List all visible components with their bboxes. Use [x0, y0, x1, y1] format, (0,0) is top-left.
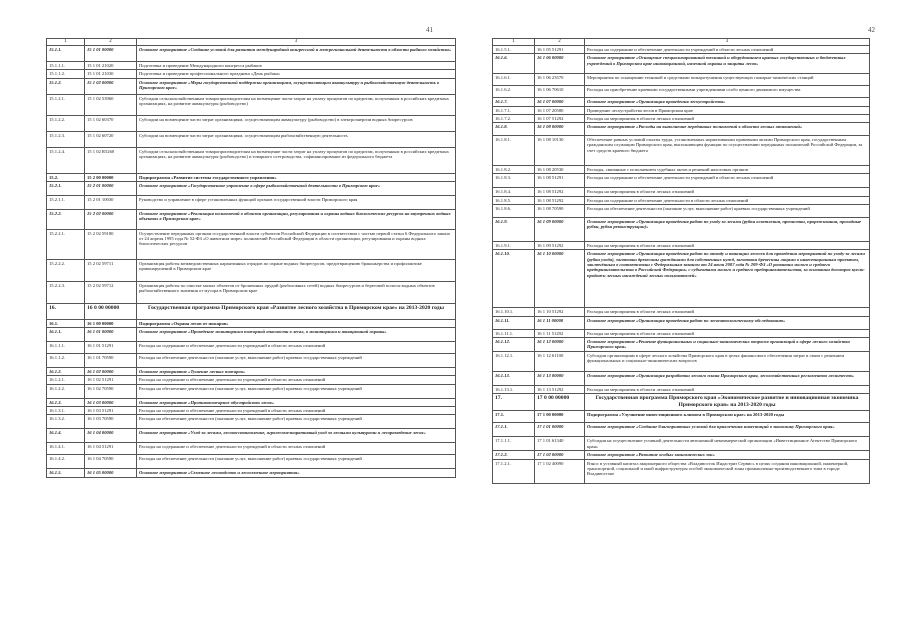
row-description: Основное мероприятие «Государственное управление в сфере рыбохозяйственной деятельности в Приморском крае» — [137, 181, 456, 195]
row-code: 15.1.2.2. — [47, 115, 85, 131]
row-budget-code: 15 1 02 60720 — [85, 131, 137, 147]
row-description: Основное мероприятие «Создание условий для развития международной конгрессной и межрегиональной деятельности в области рыбного хозяйства» — [137, 46, 456, 62]
row-code: 17.1.1.1. — [493, 437, 535, 451]
table-row — [47, 46, 456, 62]
row-budget-code: 15 2 02 59712 — [85, 281, 137, 303]
row-description: Подпрограмма «Охрана лесов от пожаров» — [137, 319, 456, 327]
row-description: Расходы на содержание и обеспечение деятельности учреждений в области лесных отношений — [137, 376, 456, 384]
row-budget-code: 15 1 02 53960 — [85, 94, 137, 115]
table-row — [493, 385, 870, 393]
row-code: 15.1.2.3. — [47, 131, 85, 147]
table-row — [493, 451, 870, 459]
row-description: Расходы на обеспечение деятельности (оказание услуг, выполнение работ) краевых государственных учреждений — [137, 415, 456, 429]
row-code: 16.1.8.4. — [493, 188, 535, 196]
row-description: Расходы на содержание и обеспечение деятельности учреждений в области лесных отношений — [137, 342, 456, 354]
row-code: 16.1.3.2. — [47, 415, 85, 429]
table-row — [47, 398, 456, 406]
row-budget-code: 16 1 01 70590 — [85, 354, 137, 368]
row-budget-code: 16 1 01 51291 — [85, 342, 137, 354]
column-header: 1 — [47, 39, 85, 46]
table-row — [47, 181, 456, 195]
row-budget-code: 16 1 06 23570 — [535, 74, 585, 86]
row-description: Расходы на содержание и обеспечение деятельности учреждений в области лесных отношений — [585, 46, 870, 54]
row-code: 15.2.2.1. — [47, 229, 85, 259]
row-budget-code: 16 1 08 51292 — [535, 196, 585, 204]
table-row — [47, 147, 456, 173]
row-description: Расходы на содержание и обеспечение деятельности учреждений в области лесных отношений — [585, 174, 870, 188]
row-budget-code: 17 0 00 00000 — [535, 394, 585, 411]
row-description: Субсидии сельскохозяйственным товаропроизводителям на возмещение части затрат на уплату процентов по кредитам, полученным в российских кредитных организациях, на развитие аквакультуры (рыбоводство) — [137, 94, 456, 115]
row-budget-code: 15 1 01 21030 — [85, 70, 137, 78]
row-budget-code: 16 1 02 00000 — [85, 368, 137, 376]
row-budget-code: 16 1 08 70590 — [535, 205, 585, 218]
row-budget-code: 16 1 07 51292 — [535, 114, 585, 122]
table-row — [47, 384, 456, 398]
table-row — [47, 131, 456, 147]
row-description: Расходы на обеспечение деятельности (оказание услуг, выполнение работ) краевых государственных учреждений — [585, 205, 870, 218]
row-description: Руководство и управление в сфере установленных функций органов государственной власти Приморского края — [137, 195, 456, 209]
row-code: 16.1.10. — [493, 250, 535, 308]
row-description: Подпрограмма «Улучшение инвестиционного климата в Приморском крае» на 2013-2020 годы — [585, 411, 870, 423]
row-code: 16.1.12.1. — [493, 351, 535, 371]
table-row — [47, 62, 456, 70]
row-budget-code: 16 1 08 20530 — [535, 166, 585, 174]
column-header: 3 — [137, 39, 456, 46]
table-row — [493, 316, 870, 329]
left-budget-table — [46, 38, 456, 478]
row-description: Субсидии организациям в сфере лесного хозяйства Приморского края в целях финансового обеспечения затрат в связи с решением функциональных и социально-экономических вопросов — [585, 351, 870, 371]
row-description: Государственная программа Приморского края «Развитие лесного хозяйства в Приморском крае» на 2013-2020 годы — [137, 303, 456, 319]
row-description: Основное мероприятие «Проведение мониторинга пожарной опасности в лесах, в мониторинга и авиационной охраны» — [137, 328, 456, 342]
row-code: 15.1.2.1. — [47, 94, 85, 115]
row-code: 16.1.4.1. — [47, 443, 85, 455]
table-row — [47, 281, 456, 303]
row-code: 16.1.12. — [493, 337, 535, 351]
table-row — [47, 303, 456, 319]
row-code: 16.1. — [47, 319, 85, 327]
row-description: Подпрограмма «Развитие системы государственного управления» — [137, 173, 456, 181]
row-description: Субсидии на возмещение части затрат организациям, осуществляющим рыбохозяйственную деятельность — [137, 131, 456, 147]
row-description: Основное мероприятие «Организация разработки лесного плана Приморского края, лесохозяйственных регламентов лесничеств» — [585, 371, 870, 385]
row-budget-code: 16 1 13 51292 — [535, 385, 585, 393]
row-code: 16.1.7.1. — [493, 106, 535, 114]
row-description: Государственная программа Приморского края «Экономическое развитие и инновационная экономика Приморского края» на 2013-2020 годы — [585, 394, 870, 411]
row-budget-code: 16 1 10 51292 — [535, 308, 585, 316]
row-description: Расходы на мероприятия в области лесных отношений — [585, 114, 870, 122]
row-description: Основное мероприятие «Организация проведения работ по отводу и таксации лесосек для проведения мероприятий по уходу за лесами (рубки ухода), заготовки древесины гражданами для собственных нужд, заготовки древесины лицами в инвестиционным проектам, заключённым в соответствии с Федеральным законом от 24 июля 2007 года № 209-ФЗ «О развитии малого и среднего предпринимательства в Российской Федерации» с субъектами малого и среднего предпринимательства, за основании договоров купли-продажи лесных насаждений лесных пользователей» — [585, 250, 870, 308]
table-row — [47, 78, 456, 94]
row-code: 15.2.1.1. — [47, 195, 85, 209]
left-page — [46, 38, 456, 478]
row-description: Основное мероприятие «Расходы на выполнение переданных полномочий в области лесных отношений» — [585, 123, 870, 136]
row-description: Взнос в уставный капитал акционерного общества «Владивосток Индастриз Сервис» в целях создания инновационной, инженерной, транспортной, социальной и иной инфраструктуры особой экономической зоны промышленно-производственного типа в городе Владивостоке — [585, 459, 870, 483]
row-code: 15.2.2.2. — [47, 259, 85, 281]
row-code: 16.1.1.2. — [47, 354, 85, 368]
row-code: 16.1.10.1. — [493, 308, 535, 316]
table-row — [47, 376, 456, 384]
table-row — [47, 469, 456, 477]
row-description: Мероприятия по оснащению техникой и средствами пожаротушения существующих пожарно-химических станций — [585, 74, 870, 86]
row-budget-code: 15 2 02 00000 — [85, 209, 137, 229]
table-row — [47, 443, 456, 455]
row-budget-code: 15 2 01 10030 — [85, 195, 137, 209]
table-row — [493, 459, 870, 483]
row-description: Расходы на содержание и обеспечение деятельности учреждений в области лесных отношений — [137, 407, 456, 415]
row-budget-code: 15 1 01 00000 — [85, 46, 137, 62]
row-budget-code: 16 1 04 00000 — [85, 429, 137, 443]
row-description: Расходы на мероприятия в области лесных отношений — [585, 329, 870, 337]
table-row — [493, 46, 870, 54]
row-code: 16.1.7. — [493, 98, 535, 106]
row-budget-code: 16 1 07 00000 — [535, 98, 585, 106]
row-budget-code: 17 1 00 00000 — [535, 411, 585, 423]
row-code: 16.1.8.3. — [493, 174, 535, 188]
row-code: 17.1.2. — [493, 451, 535, 459]
row-code: 15.1.1.2. — [47, 70, 85, 78]
row-code: 16.1.11. — [493, 316, 535, 329]
table-row — [493, 351, 870, 371]
row-description: Расходы на содержание и обеспечение деятельности учреждений в области лесных отношений — [137, 443, 456, 455]
table-row — [493, 54, 870, 74]
row-code: 16.1.3. — [47, 398, 85, 406]
row-budget-code: 15 1 02 R5260 — [85, 147, 137, 173]
table-row — [47, 229, 456, 259]
row-budget-code: 16 1 03 70590 — [85, 415, 137, 429]
row-budget-code: 16 1 02 51291 — [85, 376, 137, 384]
row-code: 16.1.13.1. — [493, 385, 535, 393]
row-code: 16.1.2. — [47, 368, 85, 376]
table-row — [47, 354, 456, 368]
row-budget-code: 16 1 02 70590 — [85, 384, 137, 398]
row-budget-code: 16 1 11 51292 — [535, 329, 585, 337]
row-description: Основное мероприятие «Оснащение специализированной техникой и оборудованием краевых государственных и бюджетных учреждений в Приморском крае инновационной, наземной охраны и защиты лесов» — [585, 54, 870, 74]
row-code: 16.1.7.2. — [493, 114, 535, 122]
row-description: Расходы на приобретение краевыми государственными учреждениями особо ценного движимого имущества — [585, 86, 870, 98]
row-budget-code: 15 2 00 00000 — [85, 173, 137, 181]
column-header: 2 — [85, 39, 137, 46]
row-budget-code: 16 1 08 51291 — [535, 174, 585, 188]
row-budget-code: 15 2 02 59180 — [85, 229, 137, 259]
row-description: Расходы на обеспечение деятельности (оказание услуг, выполнение работ) краевых государственных учреждений — [137, 354, 456, 368]
table-row — [493, 337, 870, 351]
row-budget-code: 16 1 12 61100 — [535, 351, 585, 371]
column-header: 1 — [493, 39, 535, 46]
row-code: 15.2. — [47, 173, 85, 181]
row-code: 15.1.2.4. — [47, 147, 85, 173]
table-row — [47, 429, 456, 443]
row-description: Субсидии на возмещение части затрат организациям, осуществляющим аквакультуру (рыбоводство) в электроэнергии водных биоресурсов — [137, 115, 456, 131]
column-header: 3 — [585, 39, 870, 46]
table-row — [493, 218, 870, 242]
table-row — [47, 195, 456, 209]
row-budget-code: 16 1 08 10130 — [535, 136, 585, 166]
row-code: 17.1.1. — [493, 423, 535, 437]
table-row — [493, 205, 870, 218]
column-header: 2 — [535, 39, 585, 46]
row-code: 16.1.5.1. — [493, 46, 535, 54]
row-description: Расходы на мероприятия в области лесных отношений — [585, 385, 870, 393]
row-code: 16.1.4.2. — [47, 455, 85, 469]
table-row — [47, 368, 456, 376]
row-code: 16.1.8.1. — [493, 136, 535, 166]
row-budget-code: 16 1 05 51291 — [535, 46, 585, 54]
row-code: 16.1.6.2. — [493, 86, 535, 98]
row-budget-code: 16 1 06 00000 — [535, 54, 585, 74]
table-row — [47, 319, 456, 327]
row-code: 15.2.1. — [47, 181, 85, 195]
row-budget-code: 16 1 10 00000 — [535, 250, 585, 308]
row-code: 17.1. — [493, 411, 535, 423]
row-description: Расходы на мероприятия в области лесных отношений — [585, 308, 870, 316]
row-code: 16.1.2.2. — [47, 384, 85, 398]
right-page-number: 42 — [868, 26, 875, 34]
row-description: Организация работы по очистке малых объектов от брошенных орудий (рыболовных сетей) водных биоресурсов и береговой полосы водных объектов рыбохозяйственного значения от мусора в Приморском крае — [137, 281, 456, 303]
row-budget-code: 17 1 02 00000 — [535, 451, 585, 459]
row-code: 16.1.8.2. — [493, 166, 535, 174]
right-budget-table — [492, 38, 870, 484]
row-code: 17. — [493, 394, 535, 411]
row-description: Расходы на обеспечение деятельности (оказание услуг, выполнение работ) краевых государственных учреждений — [137, 455, 456, 469]
row-budget-code: 15 2 02 59711 — [85, 259, 137, 281]
row-description: Осуществление переданных органам государственной власти субъектов Российской Федерации в соответствии с частью первой статьи 6 Федерального закона от 24 апреля 1995 года № 52-ФЗ «О животном мире» полномочий Российской Федерации в области организации, регулирования и охраны водных биологических ресурсов — [137, 229, 456, 259]
table-row — [493, 98, 870, 106]
table-row — [47, 455, 456, 469]
row-description: Подготовка и проведение профессионального праздника «День рыбака» — [137, 70, 456, 78]
row-code: 16.1.5. — [47, 469, 85, 477]
table-row — [493, 174, 870, 188]
row-description: Организация работы межведомственных карантинных отрядов по охране водных биоресурсов, предотвращению браконьерства и профилактике правонарушений в Приморском крае — [137, 259, 456, 281]
row-code: 16.1.8. — [493, 123, 535, 136]
row-code: 16. — [47, 303, 85, 319]
row-description: Основное мероприятие «Организация проведения работ по уходу за лесами (рубки осветления, прочистки, прореживания, проходные рубки, рубки реконструкции)» — [585, 218, 870, 242]
row-budget-code: 15 2 01 00000 — [85, 181, 137, 195]
table-row — [493, 106, 870, 114]
row-code: 17.1.2.1. — [493, 459, 535, 483]
row-description: Основное мероприятие «Создание благоприятных условий для привлечения инвестиций в экономику Приморского края» — [585, 423, 870, 437]
row-budget-code: 16 1 08 51292 — [535, 188, 585, 196]
row-code: 16.1.1. — [47, 328, 85, 342]
row-budget-code: 16 1 03 00000 — [85, 398, 137, 406]
row-description: Подготовка и проведение Международного конгресса рыбаков — [137, 62, 456, 70]
table-row — [493, 371, 870, 385]
row-budget-code: 16 1 11 00000 — [535, 316, 585, 329]
row-budget-code: 17 1 01 00000 — [535, 423, 585, 437]
row-code: 16.1.11.1. — [493, 329, 535, 337]
row-budget-code: 16 1 09 51292 — [535, 242, 585, 250]
row-code: 16.1.6. — [493, 54, 535, 74]
table-row — [47, 94, 456, 115]
table-row — [493, 250, 870, 308]
row-budget-code: 16 1 06 70610 — [535, 86, 585, 98]
row-budget-code: 16 1 07 20580 — [535, 106, 585, 114]
table-row — [47, 173, 456, 181]
row-budget-code: 15 1 02 00000 — [85, 78, 137, 94]
row-description: Расходы на обеспечение деятельности (оказание услуг, выполнение работ) краевых государственных учреждений — [137, 384, 456, 398]
table-row — [493, 411, 870, 423]
row-budget-code: 16 1 09 00000 — [535, 218, 585, 242]
row-budget-code: 16 0 00 00000 — [85, 303, 137, 319]
table-row — [47, 259, 456, 281]
table-row — [493, 423, 870, 437]
table-row — [493, 166, 870, 174]
row-description: Основное мероприятие «Меры государственной поддержки организациям, осуществляющим аквакультуру и рыбохозяйственную деятельность в Приморском крае» — [137, 78, 456, 94]
row-description: Основное мероприятие «Семенное лесоводство и лесосеменное мероприятия» — [137, 469, 456, 477]
table-row — [493, 329, 870, 337]
row-budget-code: 16 1 13 00000 — [535, 371, 585, 385]
row-budget-code: 16 1 01 00000 — [85, 328, 137, 342]
table-row — [493, 123, 870, 136]
row-code: 16.1.6.1. — [493, 74, 535, 86]
row-budget-code: 17 1 01 61340 — [535, 437, 585, 451]
row-budget-code: 15 1 01 21020 — [85, 62, 137, 70]
row-budget-code: 16 1 00 00000 — [85, 319, 137, 327]
row-code: 16.1.13. — [493, 371, 535, 385]
table-row — [47, 342, 456, 354]
table-row — [493, 394, 870, 411]
row-code: 15.1.1.1. — [47, 62, 85, 70]
row-code: 15.2.2. — [47, 209, 85, 229]
row-description: Субсидия на осуществление уставной деятельности автономной некоммерческой организации «Инвестиционное Агентство Приморского края» — [585, 437, 870, 451]
row-description: Расходы на содержание и обеспечение деятельности в области лесных отношений — [585, 196, 870, 204]
table-row — [47, 209, 456, 229]
row-code: 16.1.3.1. — [47, 407, 85, 415]
row-code: 16.1.8.5. — [493, 196, 535, 204]
right-table-body — [493, 46, 870, 484]
table-row — [493, 242, 870, 250]
row-description: Основное мероприятие «Уход за лесами, лесовосстановление, агролесомелиоративный уход за лесными культурами и лесоразведение лесов» — [137, 429, 456, 443]
row-description: Основное мероприятие «Реализация полномочий в области организации, регулирования и охраны водных биологических ресурсов на внутренних водных объектах в Приморском крае» — [137, 209, 456, 229]
table-row — [493, 308, 870, 316]
row-description: Основное мероприятие «Тушение лесных пожаров» — [137, 368, 456, 376]
row-code: 16.1.1.1. — [47, 342, 85, 354]
row-description: Основное мероприятие «Развитие особых экономических зон» — [585, 451, 870, 459]
row-budget-code: 16 1 04 51291 — [85, 443, 137, 455]
row-description: Основное мероприятие «Организация проведения работ по лесопатологическому обследованию» — [585, 316, 870, 329]
row-budget-code: 16 1 04 70590 — [85, 455, 137, 469]
right-page — [492, 38, 870, 484]
row-budget-code: 15 1 02 60370 — [85, 115, 137, 131]
row-budget-code: 16 1 03 51291 — [85, 407, 137, 415]
row-description: Проведение лесоустройства лесов в Приморском крае — [585, 106, 870, 114]
table-header-row — [47, 39, 456, 46]
left-table-body — [47, 46, 456, 478]
table-row — [493, 136, 870, 166]
row-description: Основное мероприятие «Решение функциональных и социально-экономических вопросов организаций в сфере лесного хозяйства Приморского края» — [585, 337, 870, 351]
row-code: 16.1.4. — [47, 429, 85, 443]
table-row — [493, 114, 870, 122]
row-budget-code: 16 1 12 00000 — [535, 337, 585, 351]
table-row — [493, 74, 870, 86]
row-description: Обеспечение равных условий оплаты труда, установленных нормативными правовыми актами Приморского края, государственным гражданским служащим Приморского края, выполняющим функции по осуществлению переданных полномочий Российской Федерации, за счет средств краевого бюджета — [585, 136, 870, 166]
row-code: 16.1.2.1. — [47, 376, 85, 384]
table-row — [47, 328, 456, 342]
row-description: Основное мероприятие «Организация проведения лесоустройства» — [585, 98, 870, 106]
table-row — [47, 415, 456, 429]
table-row — [493, 188, 870, 196]
row-description: Основное мероприятие «Противопожарное обустройство лесов» — [137, 398, 456, 406]
row-budget-code: 17 1 02 40090 — [535, 459, 585, 483]
row-description: Расходы, связанные с исполнением судебных актов и решений налоговых органов — [585, 166, 870, 174]
row-description: Расходы на мероприятия в области лесных отношений — [585, 242, 870, 250]
table-header-row — [493, 39, 870, 46]
row-code: 16.1.8.6. — [493, 205, 535, 218]
table-row — [493, 86, 870, 98]
table-row — [47, 115, 456, 131]
table-row — [47, 70, 456, 78]
row-budget-code: 16 1 08 00000 — [535, 123, 585, 136]
row-code: 15.2.2.3. — [47, 281, 85, 303]
row-code: 16.1.9.1. — [493, 242, 535, 250]
row-code: 16.1.9. — [493, 218, 535, 242]
row-description: Расходы на мероприятия в области лесных отношений — [585, 188, 870, 196]
row-description: Субсидии сельскохозяйственным товаропроизводителям на возмещение части затрат на уплату процентов по кредитам, полученным в российских кредитных организациях, на развитие аквакультуры (рыбоводство) и товарного осетроводства, софинансирование из федерального бюджета — [137, 147, 456, 173]
left-page-number: 41 — [426, 26, 433, 34]
row-code: 15.1.1. — [47, 46, 85, 62]
row-code: 15.1.2. — [47, 78, 85, 94]
table-row — [493, 196, 870, 204]
table-row — [493, 437, 870, 451]
row-budget-code: 16 1 05 00000 — [85, 469, 137, 477]
table-row — [47, 407, 456, 415]
